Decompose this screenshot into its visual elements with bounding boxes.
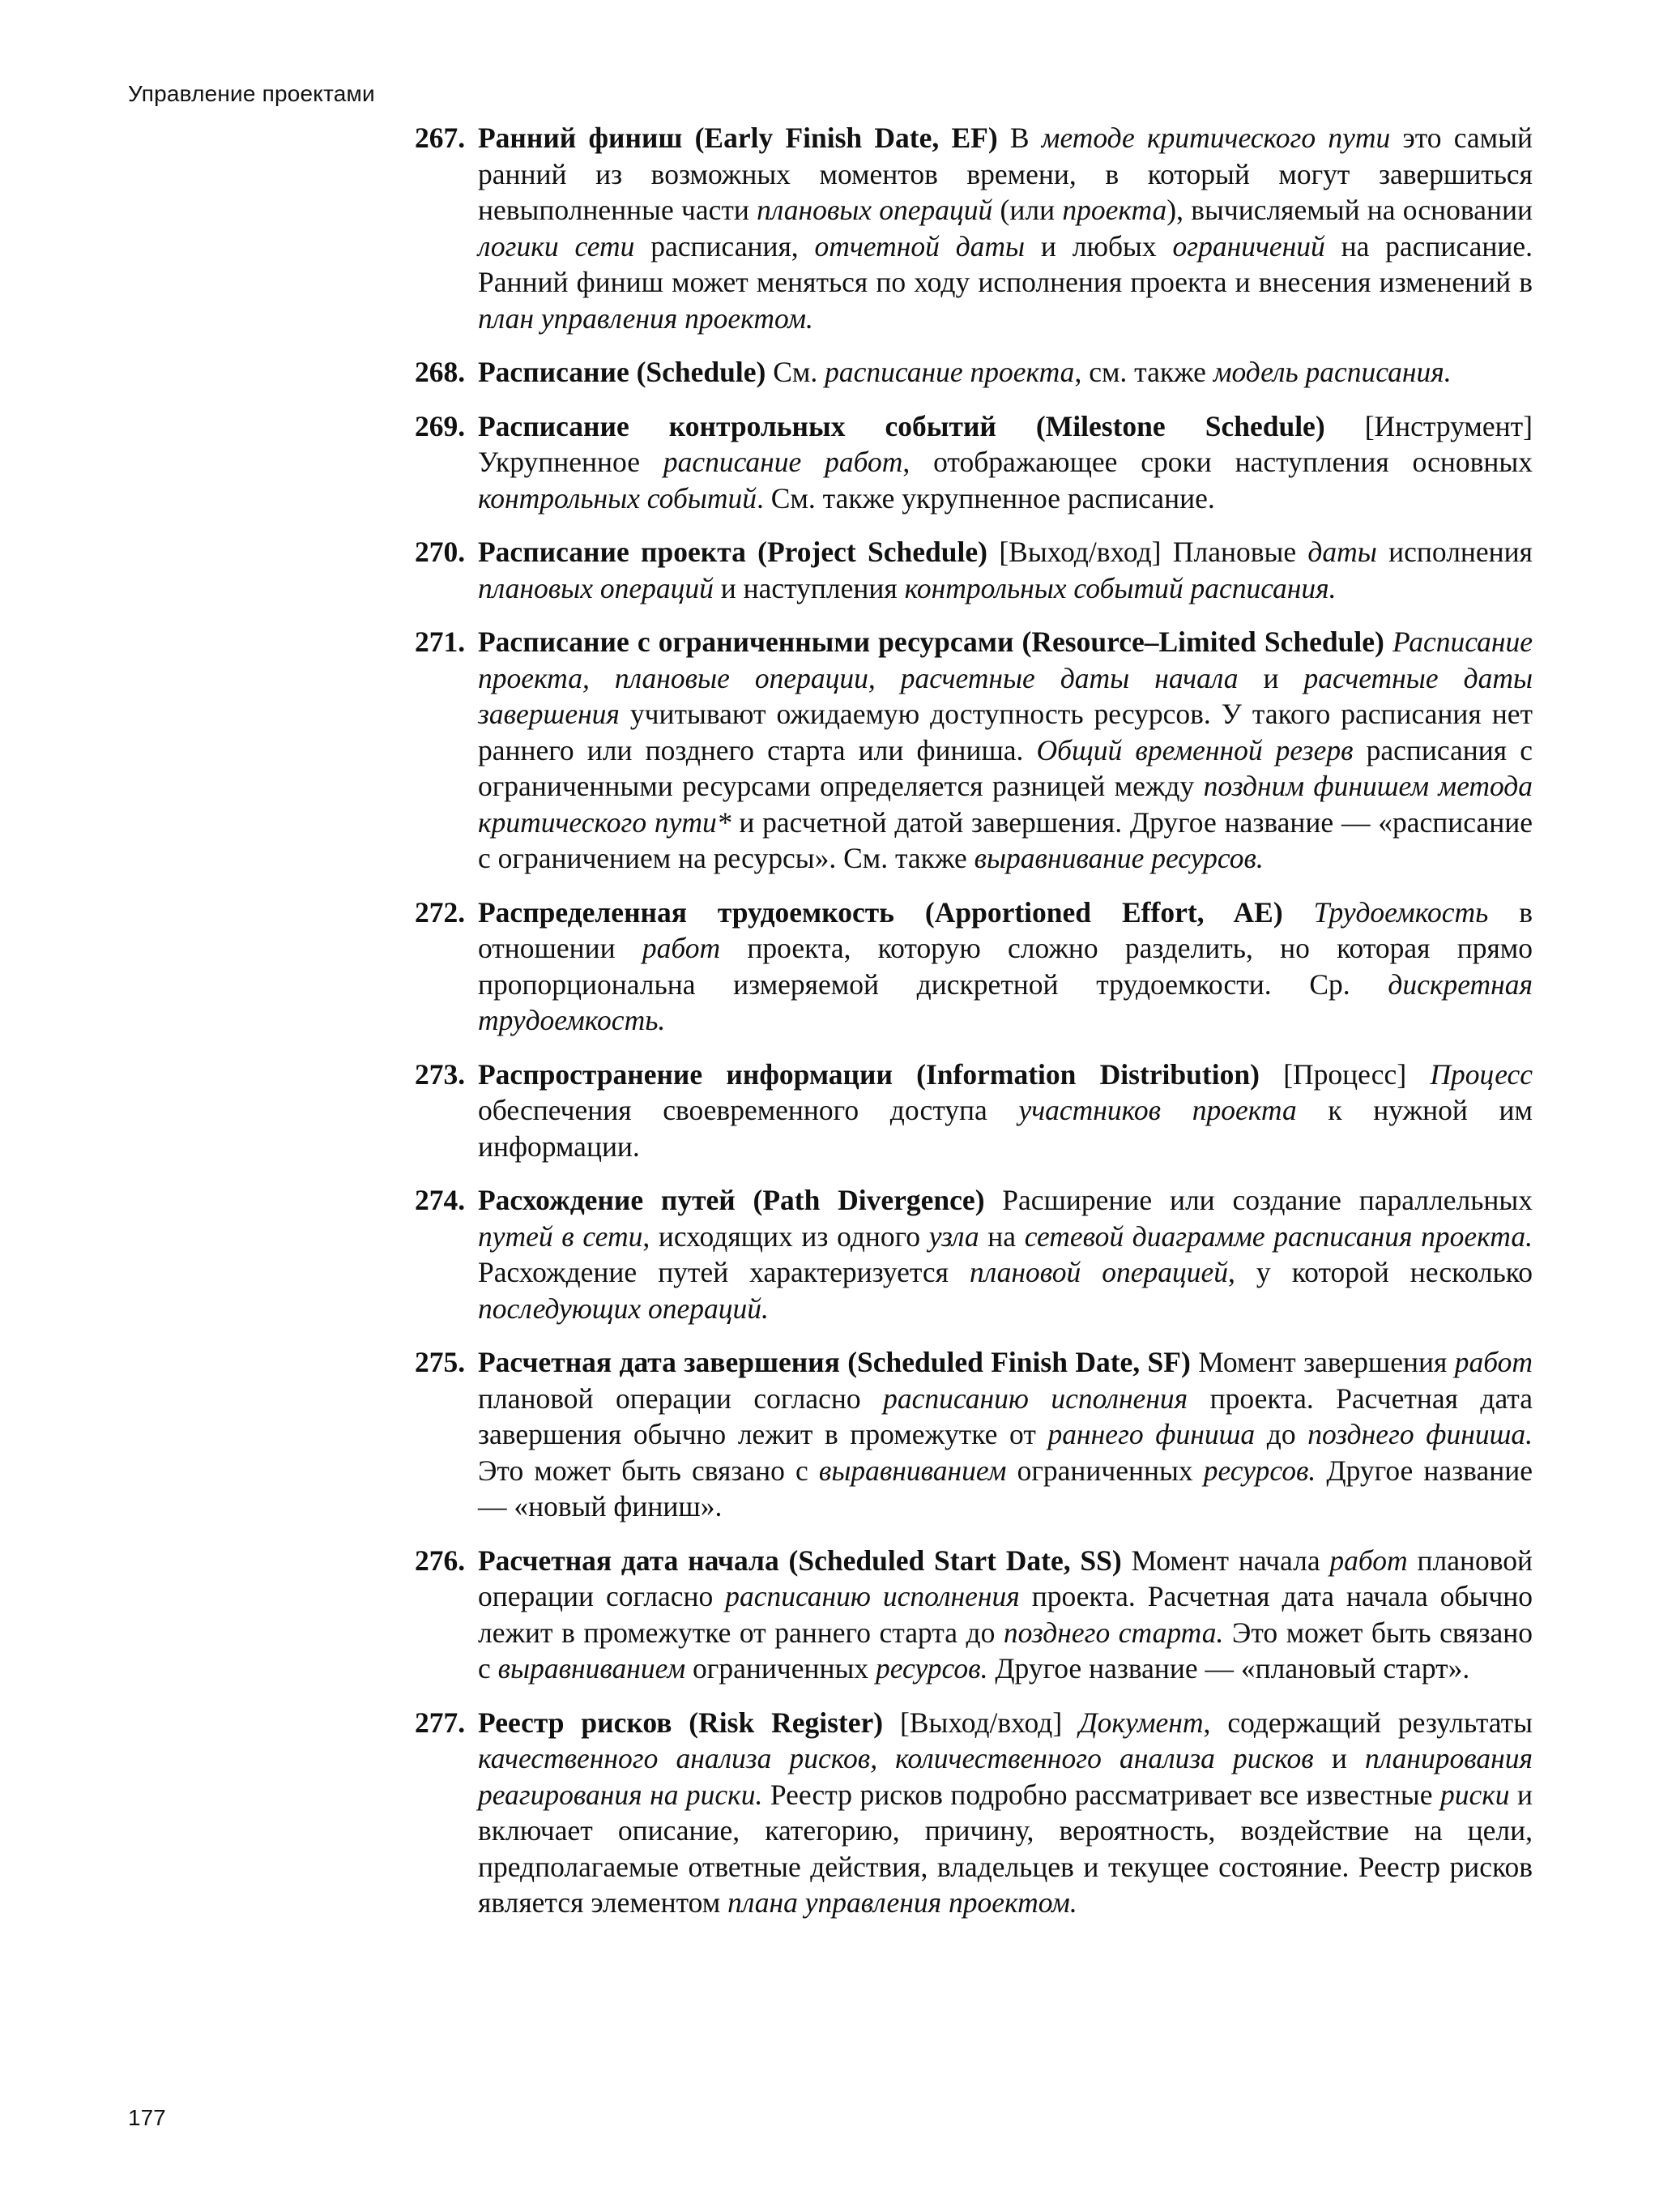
entry-text: расписания с ограниченными ресурсами определяется разницей между bbox=[478, 733, 1533, 802]
italic-term-reference: модель расписания. bbox=[1213, 356, 1452, 388]
italic-term-reference: плана управления проектом. bbox=[727, 1886, 1077, 1919]
entry-text: ограниченных bbox=[685, 1652, 876, 1685]
entry-text: Расхождение путей характеризуется bbox=[478, 1256, 970, 1288]
entry-text: до bbox=[1255, 1418, 1308, 1450]
italic-term-reference: отчетной даты bbox=[814, 229, 1026, 263]
italic-term-reference: дискретная трудоемкость. bbox=[478, 967, 1533, 1036]
entry-text: Другое название — «новый финиш». bbox=[478, 1454, 1533, 1522]
entry-text: , у которой несколько bbox=[1228, 1256, 1533, 1288]
glossary-entry bbox=[415, 1344, 1533, 1525]
entry-text: плановой операции согласно bbox=[478, 1544, 1533, 1612]
italic-term-reference: Документ bbox=[1079, 1706, 1204, 1739]
entry-text: В bbox=[997, 122, 1042, 154]
entry-text: к нужной им информации. bbox=[478, 1094, 1533, 1163]
entry-text: проекта. Расчетная дата завершения обычно лежит в промежутке от bbox=[478, 1381, 1533, 1450]
glossary-entry bbox=[415, 534, 1533, 606]
glossary-entries bbox=[415, 120, 1533, 1939]
entry-number: 273. bbox=[415, 1057, 466, 1091]
italic-term-reference: расчетные даты завершения bbox=[478, 661, 1533, 730]
italic-term-reference: плановых операций bbox=[757, 194, 993, 226]
italic-term-reference: плановых операций bbox=[478, 571, 714, 604]
entry-text: Расширение или создание параллельных bbox=[984, 1184, 1533, 1216]
entry-text: проекта, которую сложно разделить, но которая прямо пропорциональна измеряемой дискретной трудоемкости. Ср. bbox=[478, 932, 1533, 1001]
italic-term-reference: Общий временной резерв bbox=[1036, 733, 1354, 767]
entry-term: Расписание контрольных событий (Milestone Schedule) bbox=[478, 409, 1325, 442]
entry-text: ), вычисляемый на основании bbox=[1166, 194, 1533, 226]
entry-text: учитывают ожидаемую доступность ресурсов. У такого расписания нет раннего или позднего старта или финиша. bbox=[478, 698, 1533, 767]
entry-text: плановой операции согласно bbox=[478, 1381, 884, 1415]
entry-text: обеспечения своевременного доступа bbox=[478, 1094, 1019, 1126]
running-head: Управление проектами bbox=[128, 81, 375, 106]
italic-term-reference: Процесс bbox=[1430, 1057, 1533, 1091]
glossary-entry bbox=[415, 1182, 1533, 1326]
entry-text: на bbox=[979, 1219, 1025, 1253]
glossary-entry bbox=[415, 895, 1533, 1039]
glossary-entry bbox=[415, 120, 1533, 336]
italic-term-reference: методе критического пути bbox=[1041, 122, 1391, 154]
entry-text: Момент завершения bbox=[1190, 1346, 1455, 1378]
italic-term-reference: качественного анализа рисков, количественного анализа рисков bbox=[478, 1742, 1314, 1774]
italic-term-reference: ограничений bbox=[1172, 229, 1325, 263]
entry-text: [Выход/вход] bbox=[883, 1706, 1080, 1739]
italic-term-reference: выравниванием bbox=[497, 1652, 686, 1685]
italic-term-reference: сетевой диаграмме расписания проекта. bbox=[1024, 1219, 1533, 1253]
italic-term-reference: работ bbox=[642, 932, 721, 964]
entry-term: Расписание (Schedule) bbox=[478, 356, 766, 388]
entry-text: проекта. Расчетная дата начала обычно лежит в промежутке от раннего старта до bbox=[478, 1580, 1533, 1649]
italic-term-reference: плановой операцией bbox=[969, 1256, 1229, 1288]
entry-text: См. bbox=[766, 356, 825, 388]
italic-term-reference: работ bbox=[1329, 1544, 1408, 1577]
italic-term-reference: логики сети bbox=[478, 229, 635, 263]
glossary-entry bbox=[415, 408, 1533, 517]
glossary-entry bbox=[415, 354, 1533, 391]
entry-text: , содержащий результаты bbox=[1203, 1706, 1533, 1739]
entry-number: 267. bbox=[415, 122, 466, 154]
italic-term-reference: ресурсов. bbox=[1203, 1454, 1316, 1487]
entry-text: [Выход/вход] Плановые bbox=[987, 536, 1308, 568]
entry-text bbox=[1283, 896, 1314, 929]
entry-number: 272. bbox=[415, 895, 466, 929]
italic-term-reference: раннего финиша bbox=[1047, 1418, 1256, 1450]
italic-term-reference: риски bbox=[1439, 1778, 1510, 1811]
italic-term-reference: участников проекта bbox=[1018, 1094, 1297, 1126]
entry-text: Реестр рисков подробно рассматривает все известные bbox=[762, 1778, 1440, 1811]
italic-term-reference: даты bbox=[1307, 536, 1377, 568]
glossary-entry bbox=[415, 1543, 1533, 1687]
entry-text bbox=[1384, 626, 1392, 658]
entry-text: и bbox=[1313, 1742, 1365, 1774]
italic-term-reference: путей в сети bbox=[478, 1219, 643, 1253]
entry-text: . См. также укрупненное расписание. bbox=[756, 481, 1215, 515]
italic-term-reference: проекта bbox=[1062, 194, 1167, 226]
italic-term-reference: позднего финиша. bbox=[1307, 1418, 1533, 1450]
entry-text: и bbox=[1238, 661, 1304, 694]
entry-number: 277. bbox=[415, 1706, 466, 1739]
italic-term-reference: расписание работ bbox=[663, 446, 903, 478]
entry-number: 268. bbox=[415, 356, 466, 388]
entry-term: Расчетная дата завершения (Scheduled Finish Date, SF) bbox=[478, 1346, 1191, 1378]
italic-term-reference: контрольных событий bbox=[478, 481, 757, 515]
page-number: 177 bbox=[128, 2105, 166, 2130]
entry-term: Расхождение путей (Path Divergence) bbox=[478, 1184, 985, 1216]
glossary-entry bbox=[415, 1057, 1533, 1165]
entry-text: , отображающее сроки наступления основных bbox=[902, 446, 1533, 478]
entry-text: Момент начала bbox=[1121, 1544, 1330, 1577]
entry-text: Это может быть связано с bbox=[478, 1616, 1533, 1685]
entry-term: Реестр рисков (Risk Register) bbox=[478, 1706, 884, 1739]
italic-term-reference: поздним финишем метода критического пути* bbox=[478, 770, 1533, 839]
entry-text: [Процесс] bbox=[1259, 1057, 1431, 1091]
entry-text: , см. также bbox=[1074, 356, 1213, 388]
entry-number: 276. bbox=[415, 1544, 466, 1577]
italic-term-reference: ресурсов. bbox=[875, 1652, 988, 1685]
entry-text: ограниченных bbox=[1006, 1454, 1204, 1487]
italic-term-reference: контрольных событий расписания. bbox=[904, 571, 1337, 604]
entry-text: и наступления bbox=[713, 571, 905, 604]
entry-text: и включает описание, категорию, причину, вероятность, воздействие на цели, предполагаемые ответные действия, владельцев и текущее состояние. Реестр рисков является элементом bbox=[478, 1778, 1533, 1919]
entry-number: 269. bbox=[415, 409, 466, 442]
entry-text: исполнения bbox=[1376, 536, 1533, 568]
entry-text: Другое название — «плановый старт». bbox=[987, 1652, 1470, 1685]
entry-text: и любых bbox=[1025, 229, 1173, 263]
italic-term-reference: планирования реагирования на риски. bbox=[478, 1742, 1533, 1811]
glossary-entry bbox=[415, 1705, 1533, 1921]
entry-text: это самый ранний из возможных моментов времени, в который могут завершиться невыполненные части bbox=[478, 122, 1533, 226]
entry-term: Расписание проекта (Project Schedule) bbox=[478, 536, 987, 568]
entry-text: , исходящих из одного bbox=[642, 1219, 929, 1253]
entry-text: в отношении bbox=[478, 895, 1533, 964]
entry-text: расписания, bbox=[634, 229, 815, 263]
entry-term: Распределенная трудоемкость (Apportioned Effort, AE) bbox=[478, 895, 1283, 929]
italic-term-reference: расписание проекта bbox=[825, 356, 1075, 388]
glossary-entry bbox=[415, 624, 1533, 877]
entry-number: 271. bbox=[415, 626, 466, 658]
entry-number: 270. bbox=[415, 536, 466, 568]
entry-text: Это может быть связано с bbox=[478, 1454, 819, 1487]
entry-term: Расчетная дата начала (Scheduled Start Date, SS) bbox=[478, 1544, 1122, 1577]
entry-text: (или bbox=[992, 194, 1063, 226]
entry-text: и расчетной датой завершения. Другое название — «расписание с ограничением на ресурсы». См. также bbox=[478, 805, 1533, 874]
italic-term-reference: последующих операций. bbox=[478, 1292, 769, 1325]
entry-text: [Инструмент] Укрупненное bbox=[478, 409, 1533, 478]
italic-term-reference: расписанию исполнения bbox=[883, 1381, 1188, 1415]
entry-number: 275. bbox=[415, 1346, 466, 1378]
italic-term-reference: позднего старта. bbox=[1003, 1616, 1224, 1649]
entry-term: Расписание с ограниченными ресурсами (Resource–Limited Schedule) bbox=[478, 626, 1384, 658]
italic-term-reference: Расписание проекта, плановые операции, расчетные даты начала bbox=[478, 626, 1533, 694]
italic-term-reference: расписанию исполнения bbox=[725, 1580, 1020, 1612]
italic-term-reference: работ bbox=[1454, 1346, 1533, 1378]
italic-term-reference: план управления проектом. bbox=[478, 301, 813, 335]
italic-term-reference: Трудоемкость bbox=[1313, 895, 1489, 929]
entry-term: Ранний финиш (Early Finish Date, EF) bbox=[478, 122, 998, 154]
entry-text: на расписание. Ранний финиш может меняться по ходу исполнения проекта и внесения изменений в bbox=[478, 229, 1533, 298]
entry-term: Распространение информации (Information Distribution) bbox=[478, 1057, 1260, 1091]
italic-term-reference: узла bbox=[928, 1219, 979, 1253]
italic-term-reference: выравнивание ресурсов. bbox=[974, 842, 1264, 874]
entry-number: 274. bbox=[415, 1184, 466, 1216]
italic-term-reference: выравниванием bbox=[818, 1454, 1007, 1487]
